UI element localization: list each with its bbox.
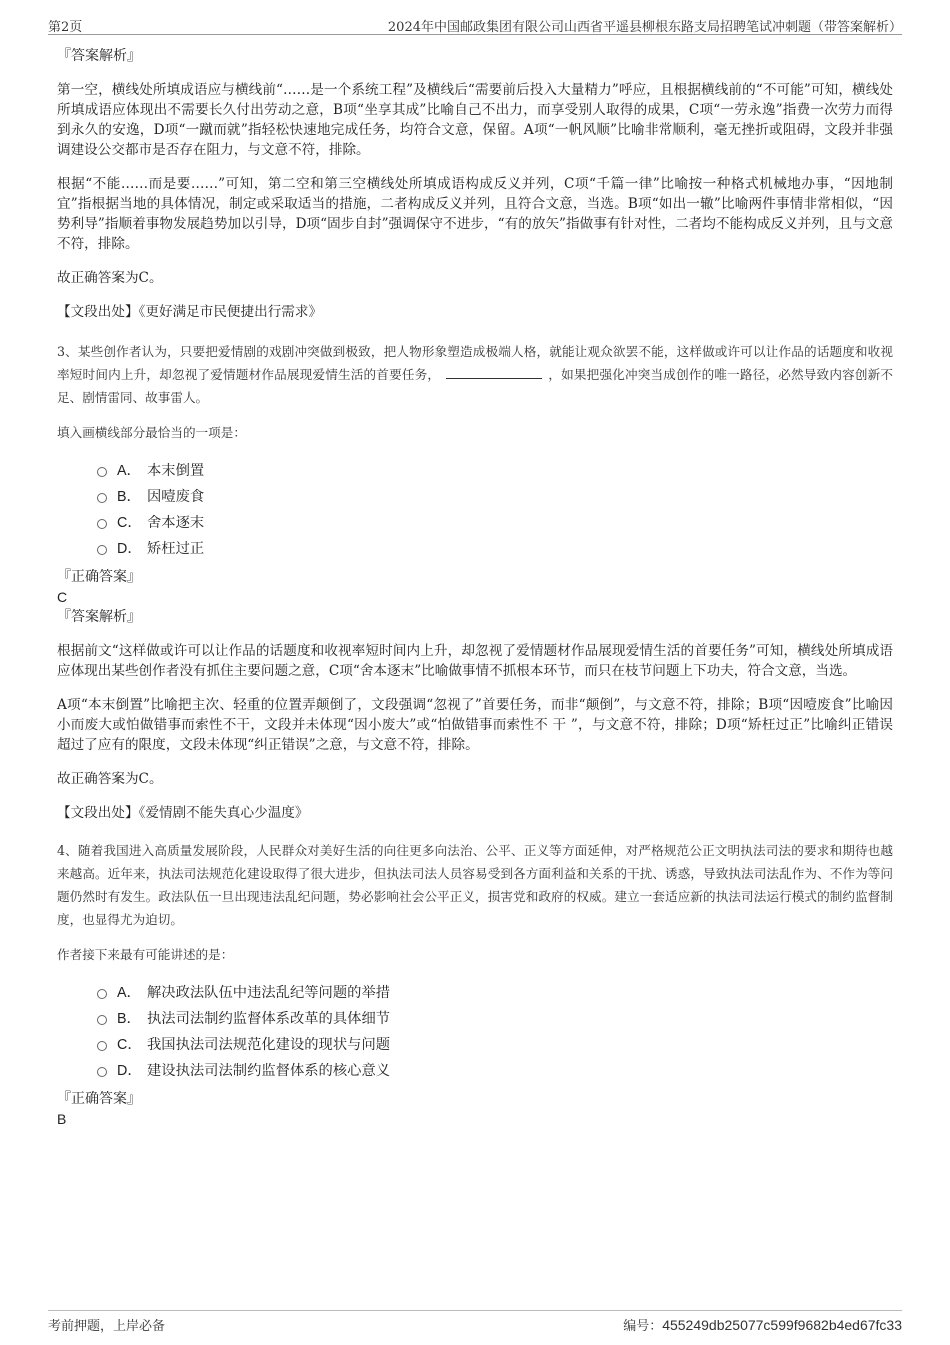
q2-analysis: [57, 46, 893, 322]
option-list: [57, 979, 893, 1083]
radio-icon[interactable]: [97, 1041, 107, 1051]
option-a[interactable]: A． 本末倒置: [97, 457, 893, 483]
radio-icon[interactable]: [97, 519, 107, 529]
question-stem: 4、随着我国进入高质量发展阶段，人民群众对美好生活的向往更多向法治、公平、正义等方面延伸，对严格规范公正文明执法司法的要求和期待也越来越高。近年来，执法司法规范化建设取得了很大进步，但执法司法人员容易受到各方面利益和关系的干扰、诱惑，导致执法司法乱作为、不作为等问题仍然时有发生。政法队伍一旦出现违法乱纪问题，势必影响社会公平正义，损害党和政府的权威。建立一套适应新的执法司法运行模式的制约监督制度，也显得尤为迫切。: [57, 843, 893, 927]
analysis-paragraph: 故正确答案为C。: [57, 771, 163, 787]
page-header: [48, 14, 902, 35]
radio-icon[interactable]: [97, 989, 107, 999]
document-title: 2024年中国邮政集团有限公司山西省平遥县柳根东路支局招聘笔试冲刺题（带答案解析）: [387, 20, 902, 35]
correct-answer: B: [57, 1111, 67, 1127]
radio-icon[interactable]: [97, 467, 107, 477]
option-b[interactable]: B． 执法司法制约监督体系改革的具体细节: [97, 1005, 893, 1031]
answer-label: 『正确答案』: [57, 1091, 141, 1107]
analysis-paragraph: 根据“不能……而是要……”可知，第二空和第三空横线处所填成语构成反义并列，C项“千篇一律”比喻按一种格式机械地办事，“因地制宜”指根据当地的具体情况，制定或采取适当的措施，二者构成反义并列，且符合文意，当选。B项“如出一辙”比喻两件事情非常相似，“因势利导”指顺着事物发展趋势加以引导，D项“固步自封”强调保守不进步，“有的放矢”指做事有针对性，二者均不能构成反义并列，且与文意不符，排除。: [57, 176, 893, 252]
question-3: [57, 340, 893, 823]
analysis-paragraph: 根据前文“这样做或许可以让作品的话题度和收视率短时间内上升，却忽视了爱情题材作品展现爱情生活的首要任务”可知，横线处所填成语应体现出某些创作者没有抓住主要问题之意，C项“舍本逐末”比喻做事情不抓根本环节，而只在枝节问题上下功夫，符合文意，当选。: [57, 643, 893, 679]
question-stem: 3、某些创作者认为，只要把爱情剧的戏剧冲突做到极致，把人物形象塑造成极端人格，就能让观众欲罢不能，这样做或许可以让作品的话题度和收视率短时间内上升，却忽视了爱情题材作品展现爱情生活的首要任务， ，如果把强化冲突当成创作的唯一路径，必然导致内容创新不足、剧情雷同、故事雷人。: [57, 344, 894, 405]
page-footer: [48, 1310, 902, 1335]
source-citation: 【文段出处】《更好满足市民便捷出行需求》: [57, 304, 323, 320]
radio-icon[interactable]: [97, 493, 107, 503]
radio-icon[interactable]: [97, 1015, 107, 1025]
question-prompt: 填入画横线部分最恰当的一项是：: [57, 425, 246, 440]
option-d[interactable]: D． 矫枉过正: [97, 535, 893, 561]
correct-answer: C: [57, 589, 68, 605]
analysis-paragraph: 故正确答案为C。: [57, 270, 163, 286]
question-4: [57, 839, 893, 1129]
analysis-paragraph: A项“本末倒置”比喻把主次、轻重的位置弄颠倒了，文段强调“忽视了”首要任务，而非“颠倒”，与文意不符，排除；B项“因噎废食”比喻因小而废大或怕做错事而索性不干，文段并未体现“因小废大”或“怕做错事而索性不 干 ”，与文意不符，排除；D项“矫枉过正”比喻纠正错误超过了应有的限度，文段未体现“纠正错误”之意，与文意不符，排除。: [57, 697, 893, 753]
option-a[interactable]: A． 解决政法队伍中违法乱纪等问题的举措: [97, 979, 893, 1005]
question-prompt: 作者接下来最有可能讲述的是：: [57, 947, 234, 962]
document-code: 编号：455249db25077c599f9682b4ed67fc33: [623, 1317, 902, 1334]
option-c[interactable]: C． 舍本逐末: [97, 509, 893, 535]
option-list: [57, 457, 893, 561]
option-c[interactable]: C． 我国执法司法规范化建设的现状与问题: [97, 1031, 893, 1057]
footer-slogan: 考前押题，上岸必备: [48, 1319, 166, 1334]
analysis-paragraph: 第一空，横线处所填成语应与横线前“……是一个系统工程”及横线后“需要前后投入大量精力”呼应，且根据横线前的“不可能”可知，横线处所填成语应体现出不需要长久付出劳动之意，B项“坐享其成”比喻自己不出力，而享受别人取得的成果，C项“一劳永逸”指费一次劳力而得到永久的安逸，D项“一蹴而就”指轻松快速地完成任务，均符合文意，保留。A项“一帆风顺”比喻非常顺利，毫无挫折或阻碍，文段并非强调建设公交都市是否存在阻力，与文意不符，排除。: [57, 82, 893, 158]
radio-icon[interactable]: [97, 1067, 107, 1077]
source-citation: 【文段出处】《爱情剧不能失真心少温度》: [57, 805, 309, 821]
fill-blank: [446, 366, 542, 379]
page-number: 第2页: [48, 20, 83, 35]
document-body: [57, 46, 893, 1129]
radio-icon[interactable]: [97, 545, 107, 555]
option-d[interactable]: D． 建设执法司法制约监督体系的核心意义: [97, 1057, 893, 1083]
option-b[interactable]: B． 因噎废食: [97, 483, 893, 509]
analysis-label: 『答案解析』: [57, 48, 141, 64]
analysis-label: 『答案解析』: [57, 609, 141, 625]
answer-label: 『正确答案』: [57, 569, 141, 585]
